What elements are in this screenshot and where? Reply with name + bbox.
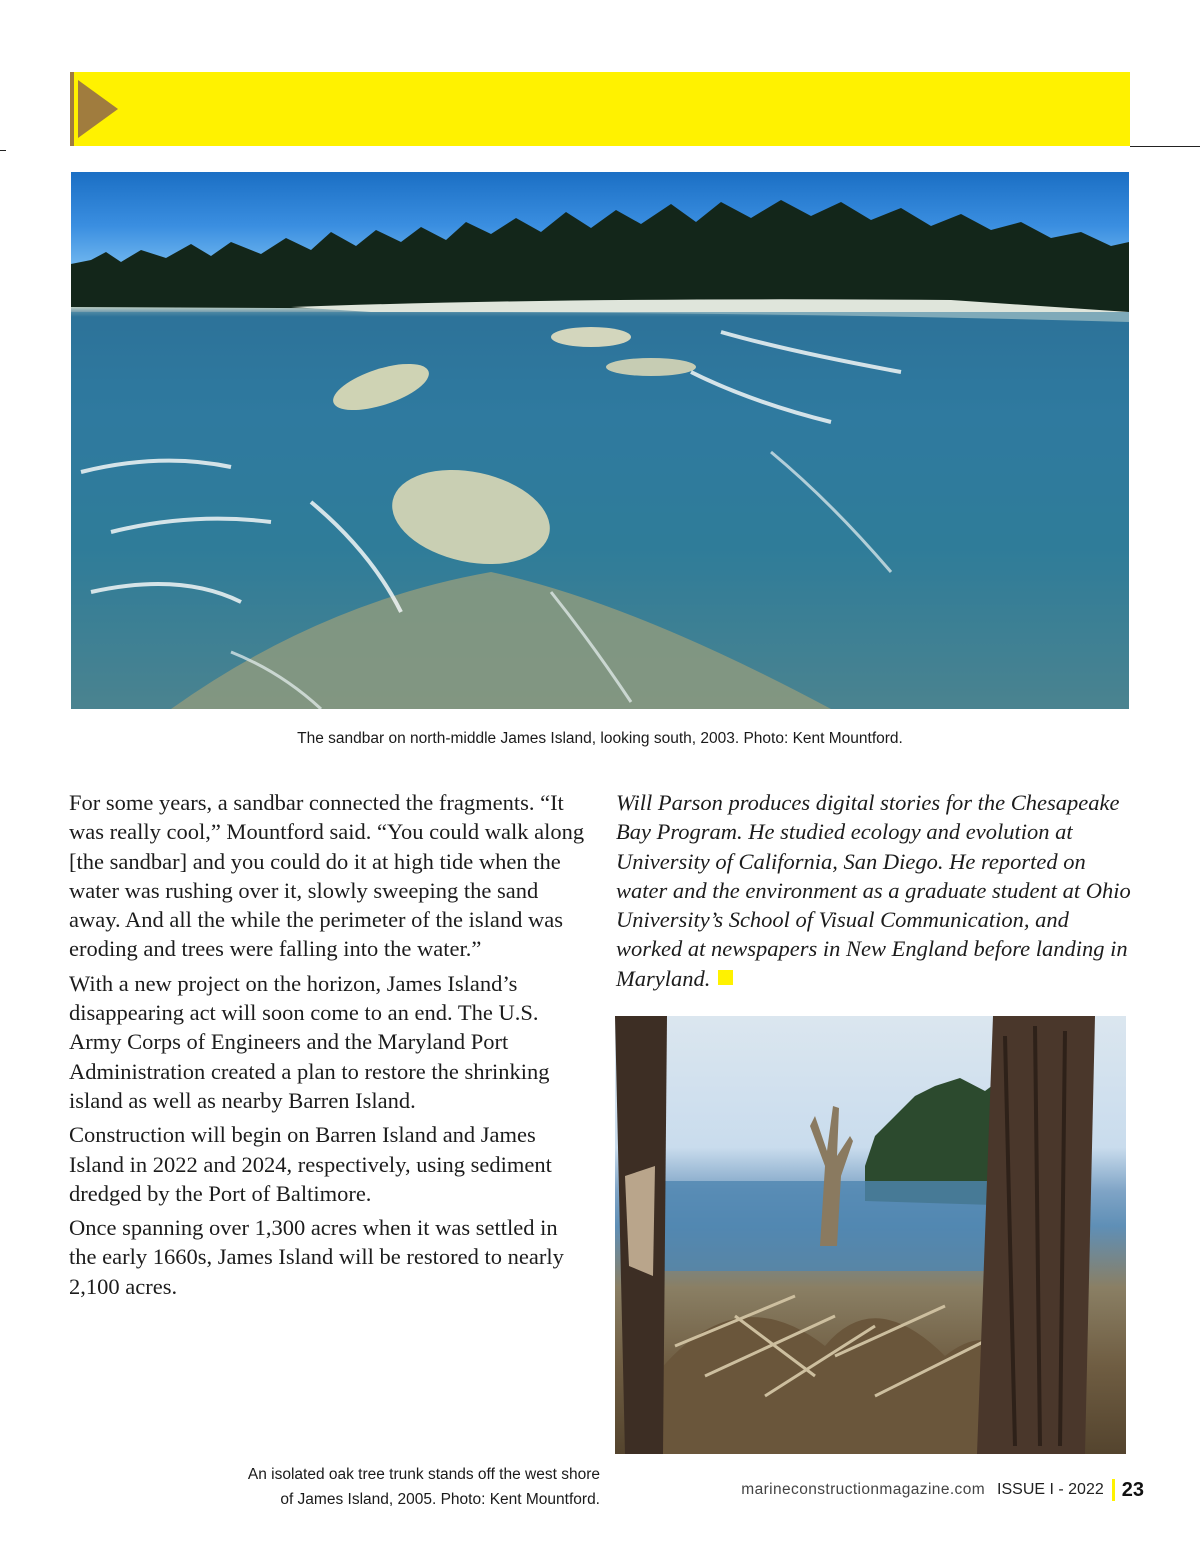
footer-site-link[interactable]: marineconstructionmagazine.com — [741, 1481, 986, 1498]
section-banner — [70, 72, 1130, 146]
page-number: 23 — [1121, 1478, 1144, 1501]
banner-rule — [1130, 146, 1200, 147]
crop-mark — [0, 150, 6, 151]
author-bio — [616, 788, 1131, 993]
photo-caption-bottom — [248, 1462, 600, 1512]
photo-caption-line: An isolated oak tree trunk stands off the west shore — [247, 1466, 600, 1483]
photo-caption-top: The sandbar on north-middle James Island, looking south, 2003. Photo: Kent Mountford. — [297, 730, 903, 747]
article-paragraph: With a new project on the horizon, James Island’s disappearing act will soon come to an end. The U.S. Army Corps of Engineers and the Maryland Port Administration created a plan to restore the shrinking island as well as nearby Barren Island. — [69, 970, 550, 1113]
author-bio-text: Will Parson produces digital stories for the Chesapeake Bay Program. He studied ecology and evolution at University of California, San Diego. He reported on water and the environment as a graduate student at Ohio University’s School of Visual Communication, and worked at newspapers in New England before landing in Maryland. — [616, 790, 1131, 991]
end-of-article-icon — [718, 970, 733, 985]
article-paragraph: Construction will begin on Barren Island and James Island in 2022 and 2024, respectively, using sediment dredged by the Port of Baltimore. — [69, 1122, 552, 1206]
page-footer — [741, 1478, 1144, 1502]
article-paragraph: For some years, a sandbar connected the fragments. “It was really cool,” Mountford said. “You could walk along [the sandbar] and you could do it at high tide when the water was rushing over it, slowly sweeping the sand away. And all the while the perimeter of the island was eroding and trees were falling into the water.” — [69, 790, 585, 962]
footer-issue: ISSUE I - 2022 — [997, 1481, 1104, 1498]
article-paragraph: Once spanning over 1,300 acres when it was settled in the early 1660s, James Island will be restored to nearly 2,100 acres. — [69, 1215, 564, 1299]
article-body — [69, 788, 589, 1306]
oak-trunk-photo — [615, 1016, 1126, 1454]
photo-caption-line: of James Island, 2005. Photo: Kent Mountford. — [280, 1491, 600, 1508]
footer-divider — [1112, 1479, 1115, 1501]
sandbar-photo — [71, 172, 1129, 709]
banner-arrow-icon — [70, 72, 150, 146]
